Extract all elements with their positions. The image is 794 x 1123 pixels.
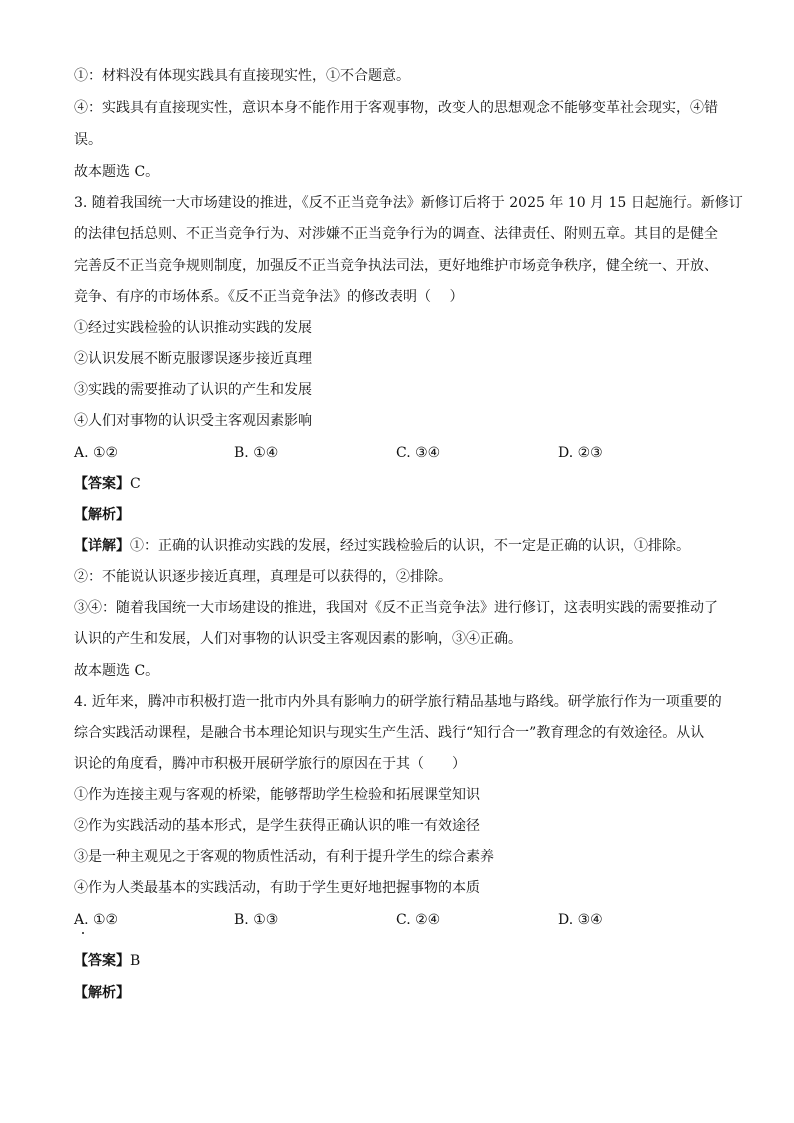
question-4-option-b: B. ①③ xyxy=(234,912,279,928)
question-3-statement: ①经过实践检验的认识推动实践的发展 xyxy=(74,320,312,336)
question-3-statement: ④人们对事物的认识受主客观因素影响 xyxy=(74,413,312,429)
text-line: ①：材料没有体现实践具有直接现实性，①不合题意。 xyxy=(74,68,410,84)
question-3-detail: 认识的产生和发展，人们对事物的认识受主客观因素的影响，③④正确。 xyxy=(74,631,522,647)
question-4-statement: ②作为实践活动的基本形式，是学生获得正确认识的唯一有效途径 xyxy=(74,818,480,834)
question-3-option-a: A. ①② xyxy=(74,445,119,461)
answer-label: 【答案】 xyxy=(74,476,130,492)
question-4-statement: ③是一种主观见之于客观的物质性活动，有利于提升学生的综合素养 xyxy=(74,849,494,865)
question-3-stem: 的法律包括总则、不正当竞争行为、对涉嫌不正当竞争行为的调查、法律责任、附则五章。其目的是健全 xyxy=(74,226,718,242)
question-4-option-c: C. ②④ xyxy=(396,912,441,928)
question-3-statement: ②认识发展不断克服谬误逐步接近真理 xyxy=(74,351,312,367)
question-3-detail xyxy=(74,536,690,556)
question-4-stem: 综合实践活动课程，是融合书本理论知识与现实生产生活、践行“知行合一”教育理念的有效途径。从认 xyxy=(74,725,705,741)
detail-text: ①：正确的认识推动实践的发展，经过实践检验后的认识，不一定是正确的认识，①排除。 xyxy=(130,538,690,554)
question-3-analysis-label: 【解析】 xyxy=(74,507,130,523)
question-4-analysis-label: 【解析】 xyxy=(74,985,130,1001)
question-3-detail: ③④：随着我国统一大市场建设的推进，我国对《反不正当竞争法》进行修订，这表明实践的需要推动了 xyxy=(74,600,718,616)
question-3-answer xyxy=(74,474,141,494)
text-line: ④：实践具有直接现实性，意识本身不能作用于客观事物，改变人的思想观念不能够变革社会现实，④错 xyxy=(74,100,718,116)
question-4-statement: ①作为连接主观与客观的桥梁，能够帮助学生检验和拓展课堂知识 xyxy=(74,787,480,803)
question-3-detail: ②：不能说认识逐步接近真理，真理是可以获得的，②排除。 xyxy=(74,569,452,585)
question-4-stem: 识论的角度看，腾冲市积极开展研学旅行的原因在于其（ ） xyxy=(74,756,466,772)
answer-value: B xyxy=(130,953,141,969)
question-3-option-b: B. ①④ xyxy=(234,445,279,461)
question-3-stem: 竞争、有序的市场体系。《反不正当竞争法》的修改表明（ ） xyxy=(74,289,464,305)
question-3-statement: ③实践的需要推动了认识的产生和发展 xyxy=(74,382,312,398)
question-4-stem: 4. 近年来，腾冲市积极打造一批市内外具有影响力的研学旅行精品基地与路线。研学旅行作为一项重要的 xyxy=(74,694,722,710)
answer-value: C xyxy=(130,476,141,492)
question-4-option-d: D. ③④ xyxy=(558,912,603,928)
answer-label: 【答案】 xyxy=(74,953,130,969)
question-4-statement: ④作为人类最基本的实践活动，有助于学生更好地把握事物的本质 xyxy=(74,880,480,896)
question-3-stem: 完善反不正当竞争规则制度，加强反不正当竞争执法司法，更好地维护市场竞争秩序，健全统一、开放、 xyxy=(74,258,718,274)
detail-label: 【详解】 xyxy=(74,538,130,554)
question-3-conclusion: 故本题选 C。 xyxy=(74,663,160,679)
text-line: 故本题选 C。 xyxy=(74,164,160,180)
question-4-option-a: A. ①② xyxy=(74,912,119,928)
question-3-option-c: C. ③④ xyxy=(396,445,441,461)
question-3-option-d: D. ②③ xyxy=(558,445,603,461)
text-line: 误。 xyxy=(74,132,102,148)
question-4-answer xyxy=(74,951,140,971)
stray-dot xyxy=(82,932,84,934)
question-3-stem: 3. 随着我国统一大市场建设的推进，《反不正当竞争法》新修订后将于 2025 年 10 月 15 日起施行。新修订 xyxy=(74,195,743,211)
